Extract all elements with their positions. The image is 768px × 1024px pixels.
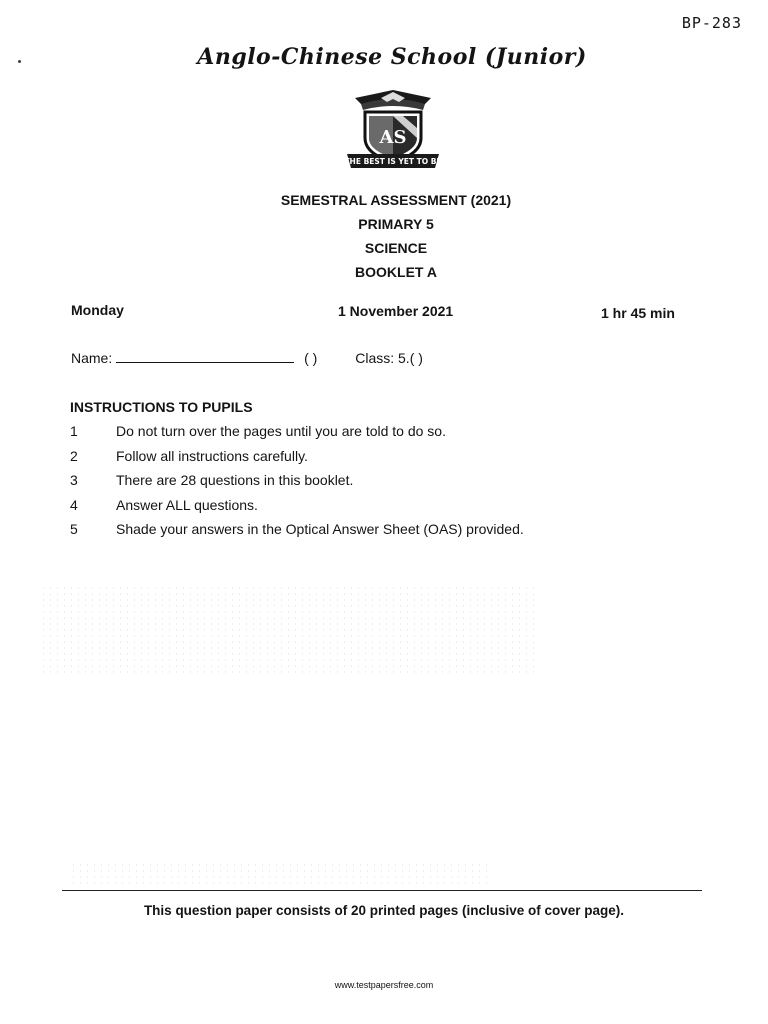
instruction-item xyxy=(70,497,524,522)
instruction-item xyxy=(70,472,524,497)
instruction-item xyxy=(70,448,524,473)
page-count-note: This question paper consists of 20 printed pages (inclusive of cover page). xyxy=(143,903,625,918)
crest-initials: AS xyxy=(379,127,407,148)
subject-title: SCIENCE xyxy=(364,240,428,256)
crest-motto: THE BEST IS YET TO BE xyxy=(344,157,442,166)
school-crest-logo xyxy=(343,88,443,172)
instruction-number: 1 xyxy=(70,423,78,439)
footer-rule xyxy=(62,890,702,891)
name-field-line[interactable] xyxy=(116,350,294,363)
instruction-number: 5 xyxy=(70,521,78,537)
assessment-title: SEMESTRAL ASSESSMENT (2021) xyxy=(280,192,512,208)
instruction-number: 4 xyxy=(70,496,78,513)
instruction-number: 3 xyxy=(70,472,78,488)
booklet-title: BOOKLET A xyxy=(355,264,437,280)
paper-titles xyxy=(0,188,768,284)
name-label: Name: xyxy=(71,350,113,366)
instruction-text: Follow all instructions carefully. xyxy=(116,447,308,464)
level-title: PRIMARY 5 xyxy=(358,216,434,232)
scan-noise xyxy=(70,862,490,888)
website-link[interactable]: www.testpapersfree.com xyxy=(334,980,434,990)
instruction-text: Answer ALL questions. xyxy=(116,496,258,513)
instructions-heading: INSTRUCTIONS TO PUPILS xyxy=(70,399,253,415)
document-code: BP-283 xyxy=(681,14,742,32)
name-class-row xyxy=(71,350,423,366)
exam-day: Monday xyxy=(71,302,124,318)
instruction-text: Do not turn over the pages until you are told to do so. xyxy=(116,423,446,439)
instruction-number: 2 xyxy=(70,447,78,464)
exam-date: 1 November 2021 xyxy=(338,303,454,319)
instruction-text: Shade your answers in the Optical Answer Sheet (OAS) provided. xyxy=(116,521,524,537)
scan-noise xyxy=(40,585,540,675)
exam-duration: 1 hr 45 min xyxy=(601,305,675,321)
instruction-text: There are 28 questions in this booklet. xyxy=(116,472,354,488)
instructions-list xyxy=(70,423,524,546)
instruction-item xyxy=(70,521,524,546)
class-field[interactable]: Class: 5.( ) xyxy=(355,350,423,366)
instruction-item xyxy=(70,423,524,448)
index-number-field[interactable]: ( ) xyxy=(304,350,318,366)
school-name: Anglo-Chinese School (Junior) xyxy=(197,44,587,70)
